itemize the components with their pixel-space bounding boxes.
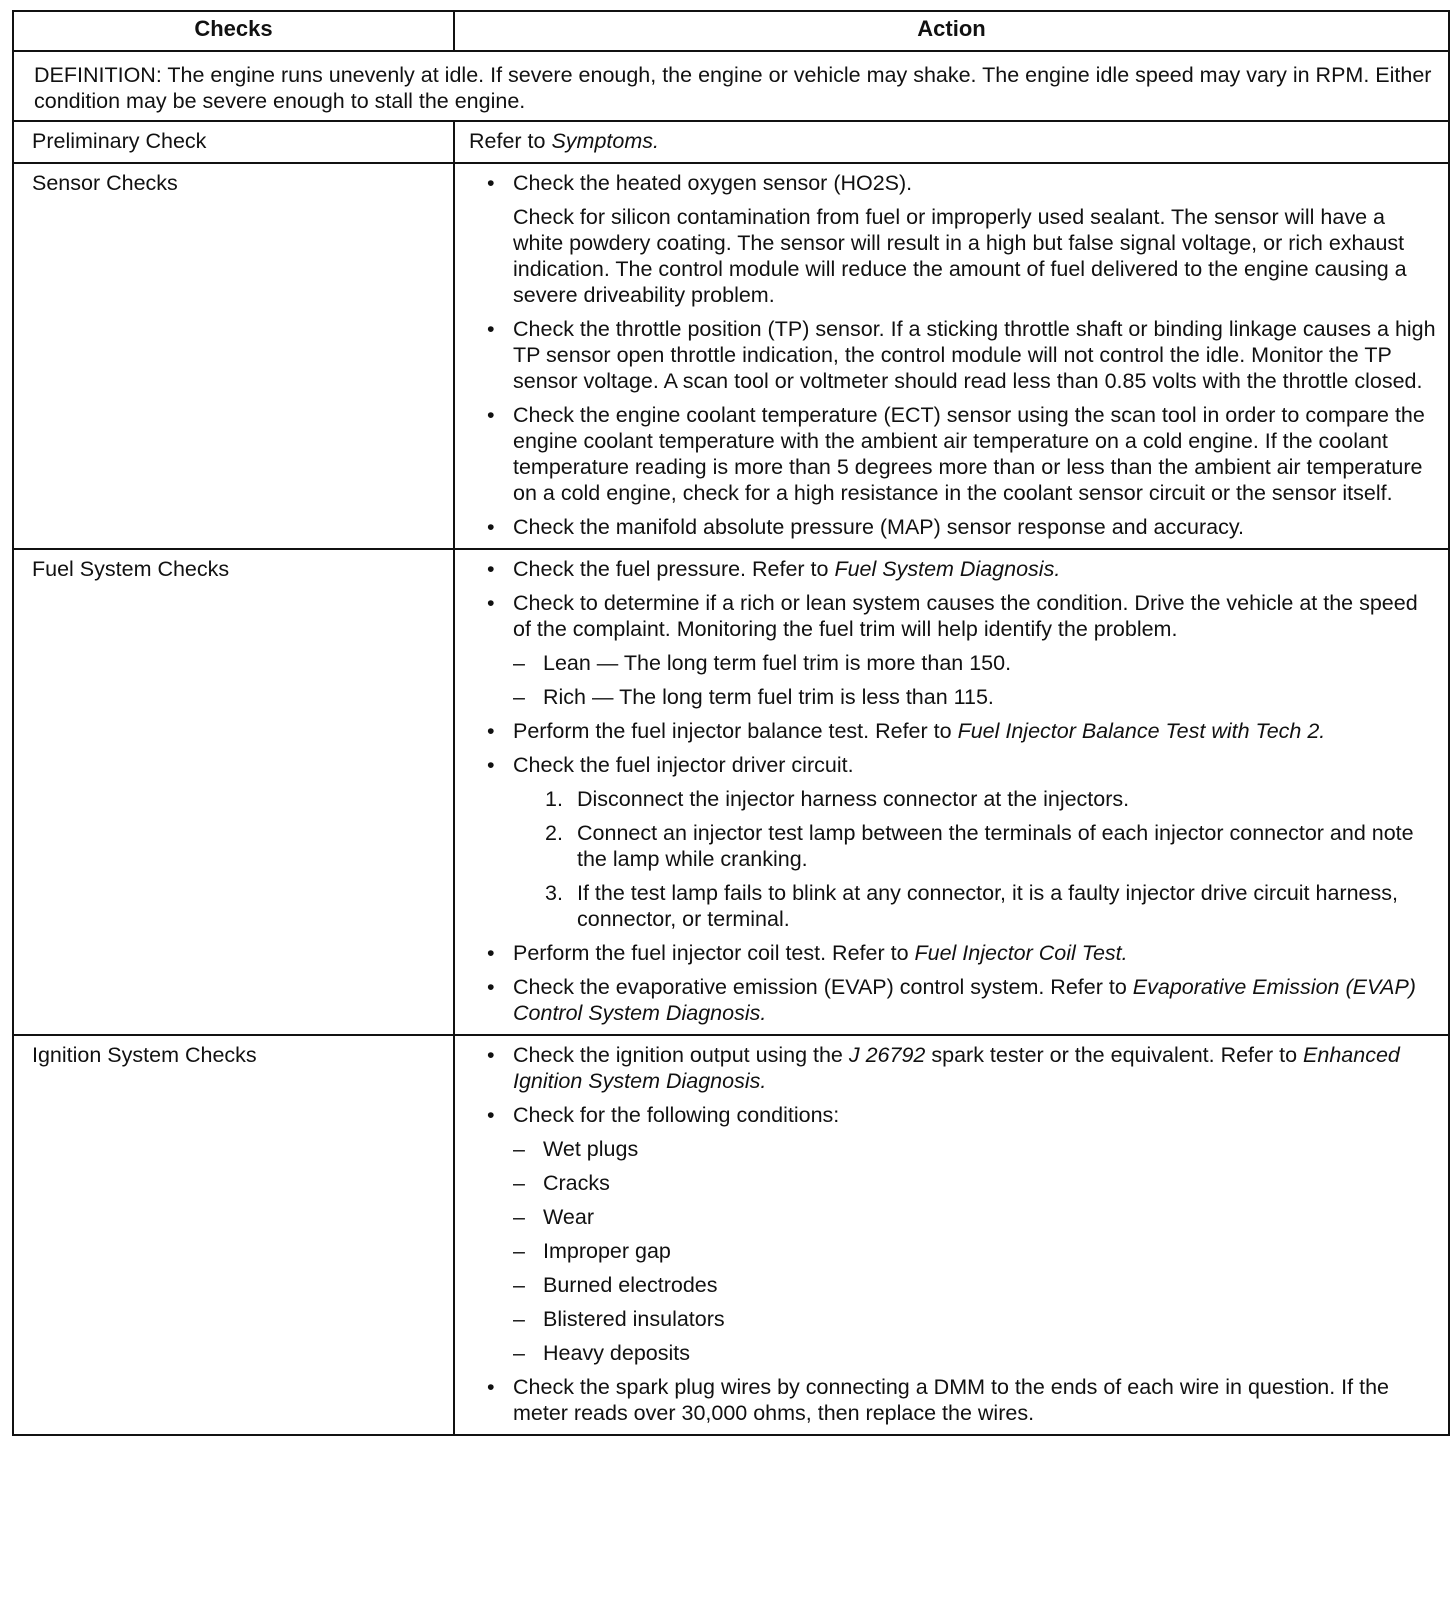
- bullet-icon: •: [487, 975, 495, 999]
- sensor-bullet-list: [469, 170, 1436, 540]
- bullet-icon: •: [487, 753, 495, 777]
- action-preliminary: [454, 121, 1449, 163]
- table-row-sensor: [13, 163, 1449, 549]
- fuel-b6-text: Check the evaporative emission (EVAP) control system. Refer to: [513, 975, 1133, 999]
- fuel-b2: Check to determine if a rich or lean system causes the condition. Drive the vehicle at the speed of the complaint. Monitoring the fuel trim will help identify the problem.: [513, 591, 1418, 641]
- dash-text: Wet plugs: [543, 1137, 639, 1161]
- dash-icon: –: [513, 685, 525, 709]
- reference-ignition-diagnosis: Enhanced Ignition System Diagnosis.: [513, 1043, 1400, 1093]
- list-item: [513, 650, 1436, 676]
- action-sensor: [454, 163, 1449, 549]
- list-item: [469, 590, 1436, 710]
- ignition-b1-text: Check the ignition output using the: [513, 1043, 849, 1067]
- table-row-fuel: [13, 549, 1449, 1035]
- list-item: [513, 1204, 1436, 1230]
- definition-row: [13, 51, 1449, 121]
- bullet-icon: •: [487, 591, 495, 615]
- sensor-b4: Check the manifold absolute pressure (MAP) sensor response and accuracy.: [513, 515, 1244, 539]
- dash-icon: –: [513, 1205, 525, 1229]
- check-label-preliminary: Preliminary Check: [13, 121, 454, 163]
- injector-steps: [513, 786, 1436, 932]
- step-number: 3.: [545, 881, 563, 905]
- dash-icon: –: [513, 1341, 525, 1365]
- list-item: [513, 1272, 1436, 1298]
- dash-icon: –: [513, 1307, 525, 1331]
- reference-coil-test: Fuel Injector Coil Test.: [914, 941, 1128, 965]
- action-text: Refer to: [469, 129, 552, 153]
- dash-icon: –: [513, 1239, 525, 1263]
- list-item: [469, 752, 1436, 932]
- list-item: [469, 974, 1436, 1026]
- conditions-list: [513, 1136, 1436, 1366]
- action-ignition: [454, 1035, 1449, 1435]
- dash-text: Blistered insulators: [543, 1307, 725, 1331]
- table-row-preliminary: [13, 121, 1449, 163]
- check-label-sensor: Sensor Checks: [13, 163, 454, 549]
- dash-text: Burned electrodes: [543, 1273, 718, 1297]
- definition-text: DEFINITION: The engine runs unevenly at idle. If severe enough, the engine or vehicle may shake. The engine idle speed may vary in RPM. Either condition may be severe enough to stall the engine.: [13, 51, 1449, 121]
- list-item: [513, 1170, 1436, 1196]
- list-item: [513, 1306, 1436, 1332]
- diagnostic-table: [12, 10, 1450, 1436]
- dash-text: Cracks: [543, 1171, 610, 1195]
- fuel-b5-text: Perform the fuel injector coil test. Refer to: [513, 941, 915, 965]
- tool-number: J 26792: [848, 1043, 926, 1067]
- ignition-bullet-list: [469, 1042, 1436, 1426]
- bullet-icon: •: [487, 557, 495, 581]
- header-checks: Checks: [13, 11, 454, 51]
- step-text: Connect an injector test lamp between the terminals of each injector connector and note the lamp while cranking.: [577, 821, 1414, 871]
- sensor-b1: Check the heated oxygen sensor (HO2S).: [513, 171, 913, 195]
- list-item: [469, 316, 1436, 394]
- bullet-icon: •: [487, 515, 495, 539]
- dash-text: Wear: [543, 1205, 594, 1229]
- dash-text: Rich — The long term fuel trim is less than 115.: [543, 685, 994, 709]
- list-item: [469, 1042, 1436, 1094]
- step-number: 1.: [545, 787, 563, 811]
- bullet-icon: •: [487, 719, 495, 743]
- list-item: [469, 170, 1436, 308]
- bullet-icon: •: [487, 171, 495, 195]
- list-item: [513, 684, 1436, 710]
- list-item: [469, 1374, 1436, 1426]
- dash-text: Lean — The long term fuel trim is more than 150.: [543, 651, 1012, 675]
- ignition-b2: Check for the following conditions:: [513, 1103, 840, 1127]
- check-label-ignition: Ignition System Checks: [13, 1035, 454, 1435]
- bullet-icon: •: [487, 317, 495, 341]
- fuel-trim-list: [513, 650, 1436, 710]
- list-item: [469, 1102, 1436, 1366]
- list-item: [469, 940, 1436, 966]
- action-fuel: [454, 549, 1449, 1035]
- check-label-fuel: Fuel System Checks: [13, 549, 454, 1035]
- fuel-b4: Check the fuel injector driver circuit.: [513, 753, 854, 777]
- reference-balance-test: Fuel Injector Balance Test with Tech 2.: [957, 719, 1326, 743]
- reference-fuel-system-diagnosis: Fuel System Diagnosis.: [834, 557, 1061, 581]
- list-item: [513, 1136, 1436, 1162]
- dash-text: Improper gap: [543, 1239, 671, 1263]
- dash-icon: –: [513, 651, 525, 675]
- list-item: [469, 514, 1436, 540]
- list-item: [513, 1340, 1436, 1366]
- fuel-b3-text: Perform the fuel injector balance test. Refer to: [513, 719, 958, 743]
- bullet-icon: •: [487, 1103, 495, 1127]
- sensor-b1-paragraph: Check for silicon contamination from fuel or improperly used sealant. The sensor will have a white powdery coating. The sensor will result in a high but false signal voltage, or rich exhaust indication. The control module will reduce the amount of fuel delivered to the engine causing a severe driveability problem.: [513, 205, 1407, 307]
- dash-icon: –: [513, 1171, 525, 1195]
- list-item: [469, 718, 1436, 744]
- fuel-b1-text: Check the fuel pressure. Refer to: [513, 557, 835, 581]
- table-row-ignition: [13, 1035, 1449, 1435]
- bullet-icon: •: [487, 941, 495, 965]
- dash-icon: –: [513, 1137, 525, 1161]
- list-item: [513, 786, 1436, 812]
- step-text: Disconnect the injector harness connector at the injectors.: [577, 787, 1130, 811]
- ignition-b3: Check the spark plug wires by connecting a DMM to the ends of each wire in question. If the meter reads over 30,000 ohms, then replace the wires.: [513, 1375, 1389, 1425]
- header-action: Action: [454, 11, 1449, 51]
- bullet-icon: •: [487, 1043, 495, 1067]
- reference-symptoms: Symptoms.: [551, 129, 659, 153]
- bullet-icon: •: [487, 403, 495, 427]
- list-item: [469, 402, 1436, 506]
- step-text: If the test lamp fails to blink at any connector, it is a faulty injector drive circuit harness, connector, or terminal.: [577, 881, 1398, 931]
- sensor-b3: Check the engine coolant temperature (ECT) sensor using the scan tool in order to compare the engine coolant temperature with the ambient air temperature on a cold engine. If the coolant temperature reading is more than 5 degrees more than or less than the ambient air temperature on a cold engine, check for a high resistance in the coolant sensor circuit or the sensor itself.: [513, 403, 1425, 505]
- list-item: [513, 820, 1436, 872]
- fuel-bullet-list: [469, 556, 1436, 1026]
- reference-evap-diagnosis: Evaporative Emission (EVAP) Control System Diagnosis.: [513, 975, 1416, 1025]
- dash-icon: –: [513, 1273, 525, 1297]
- list-item: [469, 556, 1436, 582]
- ignition-b1-text-2: spark tester or the equivalent. Refer to: [925, 1043, 1304, 1067]
- step-number: 2.: [545, 821, 563, 845]
- sensor-b2: Check the throttle position (TP) sensor. If a sticking throttle shaft or binding linkage causes a high TP sensor open throttle indication, the control module will not control the idle. Monitor the TP sensor voltage. A scan tool or voltmeter should read less than 0.85 volts with the throttle closed.: [513, 317, 1436, 393]
- list-item: [513, 880, 1436, 932]
- dash-text: Heavy deposits: [543, 1341, 690, 1365]
- header-row: [13, 11, 1449, 51]
- bullet-icon: •: [487, 1375, 495, 1399]
- list-item: [513, 1238, 1436, 1264]
